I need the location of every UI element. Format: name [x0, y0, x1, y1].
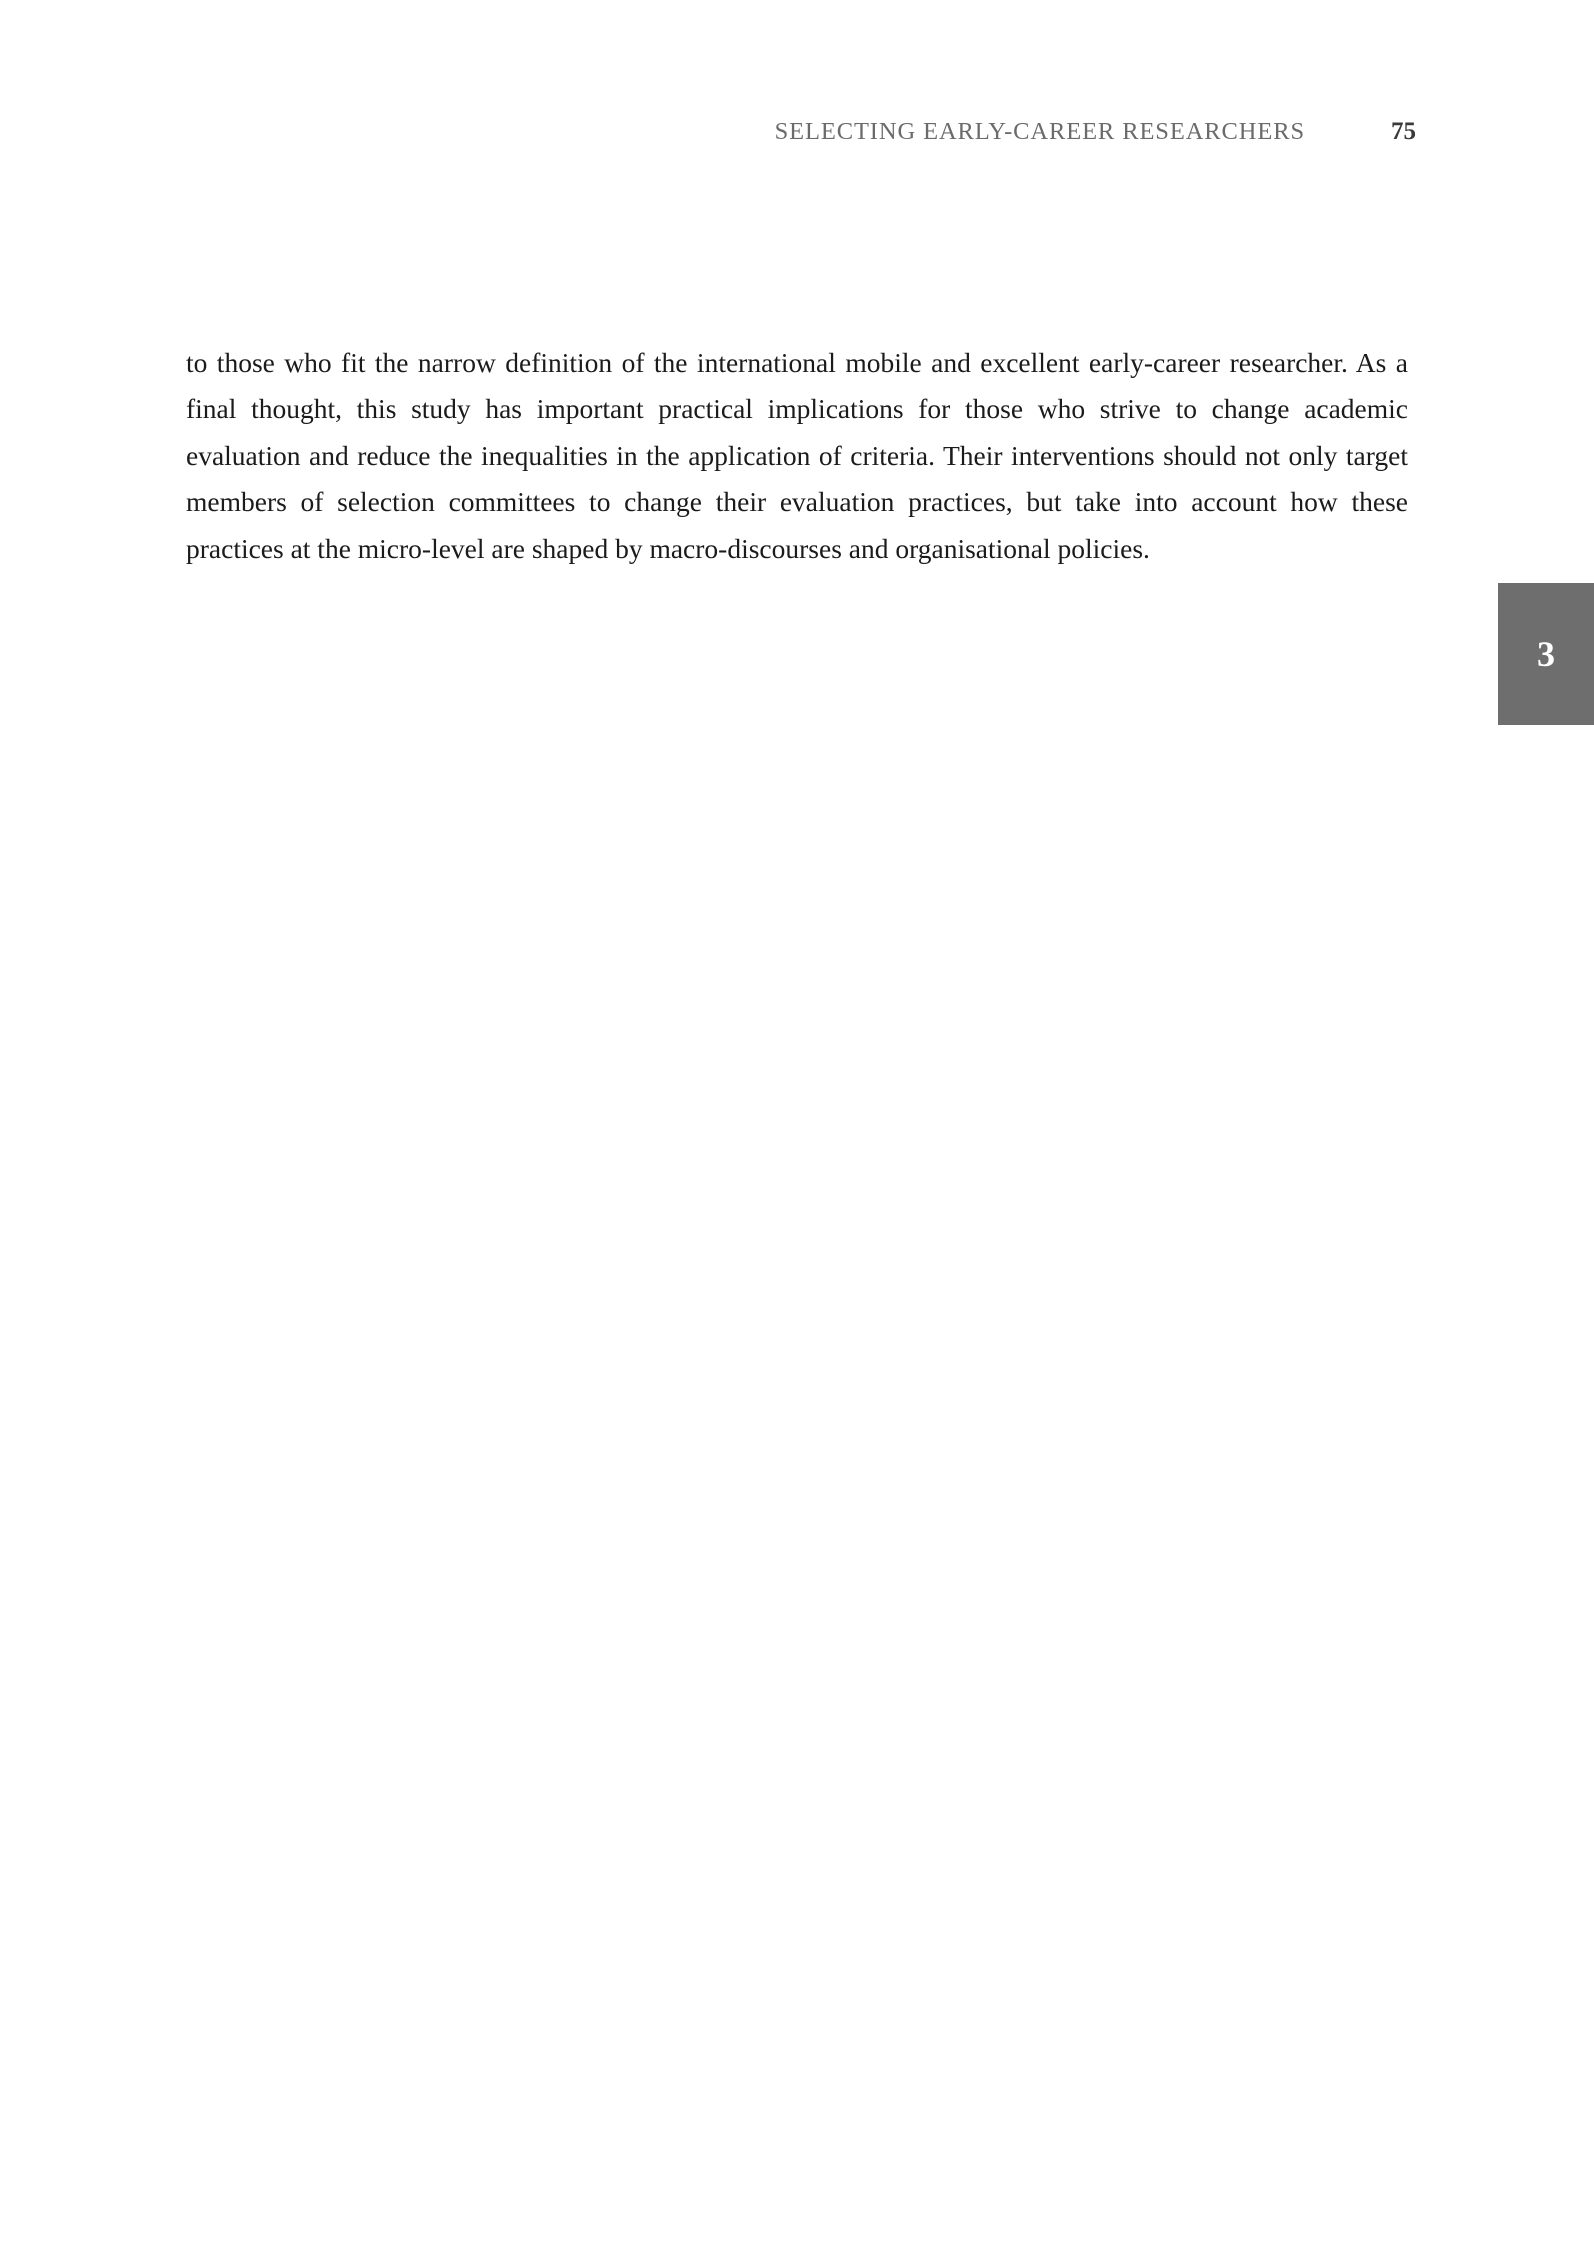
body-paragraph: to those who fit the narrow definition of the international mobile and excellent early-career researcher. As a final thought, this study has important practical implications for those who strive to change academic evaluation and reduce the inequalities in the application of criteria. Their interventions should not only target members of selection committees to change their evaluation practices, but take into account how these practices at the micro-level are shaped by macro-discourses and organisational policies. — [186, 346, 1408, 564]
running-head — [0, 118, 1594, 146]
running-head-title: SELECTING EARLY-CAREER RESEARCHERS — [774, 118, 1305, 145]
chapter-number-label: 3 — [1537, 634, 1555, 674]
page-number: 75 — [1391, 118, 1416, 145]
chapter-thumb-tab — [1498, 583, 1594, 725]
